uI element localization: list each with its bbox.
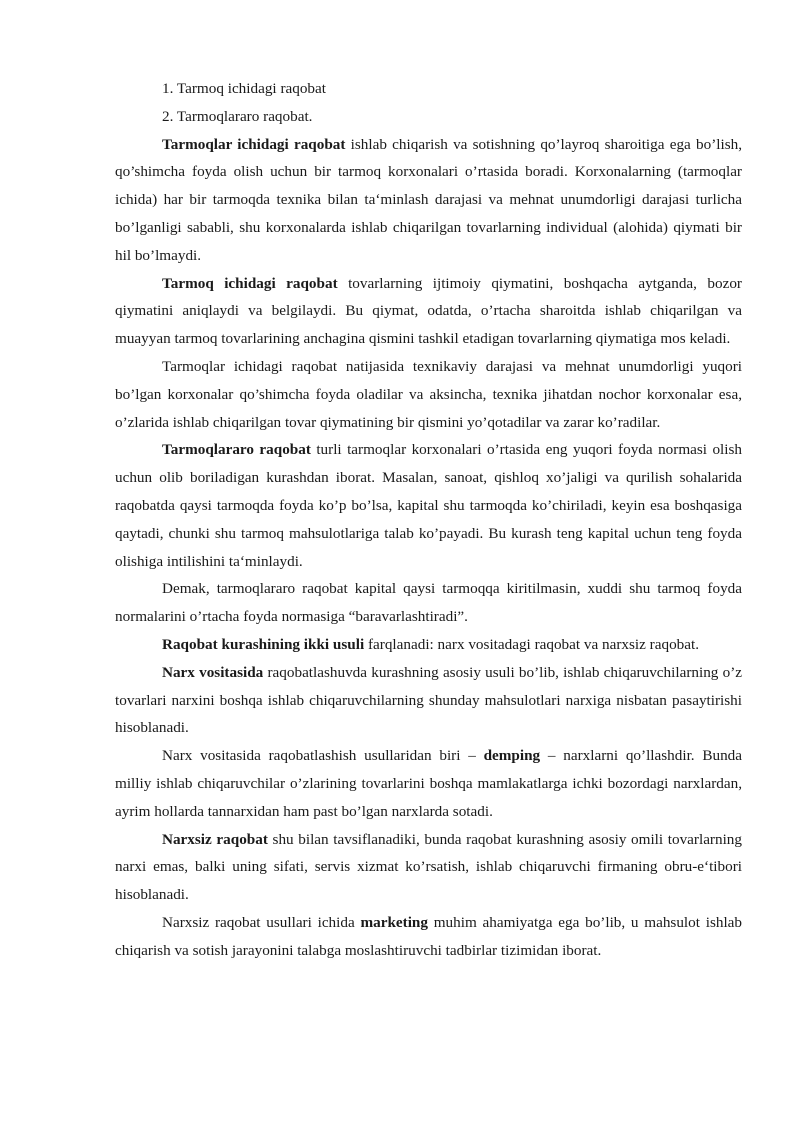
paragraph-6 [115,631,742,659]
text-segment: raqobatlashuvda kurashning asosiy usuli bo’lib, ishlab chiqaruvchilarning o’z tovarlari narxini boshqa ishlab chiqaruvchilarning shunday mahsulotlari narxiga nisbatan pasaytirishi hisoblanadi. [115,663,742,737]
paragraph-10 [115,909,742,965]
bold-term: Tarmoqlar ichidagi raqobat [162,135,346,153]
text-segment: tovarlarning ijtimoiy qiymatini, boshqacha aytganda, bozor qiymatini aniqlaydi va belgilaydi. Bu qiymat, odatda, o’rtacha sharoitda ishlab chiqarilgan va muayyan tarmoq tovarlarining anchagina qismini tashkil etadigan tovarlarning qiymatiga mos keladi. [115,274,742,348]
paragraph-5 [115,575,742,631]
text-segment: farqlanadi: narx vositadagi raqobat va narxsiz raqobat. [364,635,700,653]
text-segment: turli tarmoqlar korxonalari o’rtasida eng yuqori foyda normasi olish uchun olib boriladigan kurashdan iborat. Masalan, sanoat, qishloq xo’jaligi va qurilish sohalarida raqobatda qaysi tarmoqda foyda ko’p bo’lsa, kapital shu tarmoqda ko’chiriladi, keyin esa boshqasiga qaytadi, chunki shu tarmoq mahsulotlariga talab ko’payadi. Bu kurash teng kapital uchun teng foyda olishiga intilishini ta‘minlaydi. [115,441,742,570]
bold-term: Raqobat kurashining ikki usuli [162,635,365,653]
bold-term: demping [483,747,541,765]
bold-term: Tarmoqlararo raqobat [162,441,311,459]
paragraph-2 [115,270,742,353]
paragraph-4 [115,436,742,575]
paragraph-7 [115,659,742,742]
text-segment: Narxsiz raqobat usullari ichida [162,913,361,931]
paragraph-1 [115,131,742,270]
bold-term: Narxsiz raqobat [162,830,268,848]
bold-term: Tarmoq ichidagi raqobat [162,274,338,292]
text-segment: Narx vositasida raqobatlashish usullaridan biri – [162,747,484,765]
text-segment: – narxlarni qo’llashdir. Bunda milliy ishlab chiqaruvchilar o’zlarining tovarlarini boshqa mamlakatlarga ichki bozordagi narxlardan, ayrim hollarda tannarxidan ham past bo’lgan narxlarda sotadi. [115,747,742,820]
document-page [115,75,742,965]
list-item-2: 2. Tarmoqlararo raqobat. [162,107,313,125]
bold-term: Narx vositasida [162,663,264,681]
list-item-1: 1. Tarmoq ichidagi raqobat [162,80,326,97]
bold-term: marketing [360,913,428,931]
text-segment: Tarmoqlar ichidagi raqobat natijasida texnikaviy darajasi va mehnat unumdorligi yuqori bo’lgan korxonalar qo’shimcha foyda oladilar va aksincha, texnika jihatdan nochor korxonalar esa, o’zlarida ishlab chiqarilgan tovar qiymatining bir qismini yo’qotadilar va zarar ko’radilar. [115,357,742,431]
paragraph-8 [115,742,742,825]
text-segment: muhim ahamiyatga ega bo’lib, u mahsulot ishlab chiqarish va sotish jarayonini talabga moslashtiruvchi tadbirlar tizimidan iborat. [115,913,742,959]
text-segment: Demak, tarmoqlararo raqobat kapital qaysi tarmoqqa kiritilmasin, xuddi shu tarmoq foyda normalarini o’rtacha foyda normasiga “baravarlashtiradi”. [115,580,742,626]
paragraph-9 [115,826,742,909]
paragraph-3 [115,353,742,436]
text-segment: shu bilan tavsiflanadiki, bunda raqobat kurashning asosiy omili tovarlarning narxi emas, balki uning sifati, servis xizmat ko’rsatish, ishlab chiqaruvchi firmaning obru-e‘tibori hisoblanadi. [115,830,742,904]
text-segment: ishlab chiqarish va sotishning qo’layroq sharoitiga ega bo’lish, qo’shimcha foyda olish uchun bir tarmoq korxonalari o’rtasida boradi. Korxonalarning (tarmoqlar ichida) har bir tarmoqda texnika bilan ta‘minlash darajasi va mehnat unumdorligi darajasi turlicha bo’lganligi sababli, shu korxonalarda ishlab chiqarilgan tovarlarning individual (alohida) qiymati bir hil bo’lmaydi. [115,135,742,264]
